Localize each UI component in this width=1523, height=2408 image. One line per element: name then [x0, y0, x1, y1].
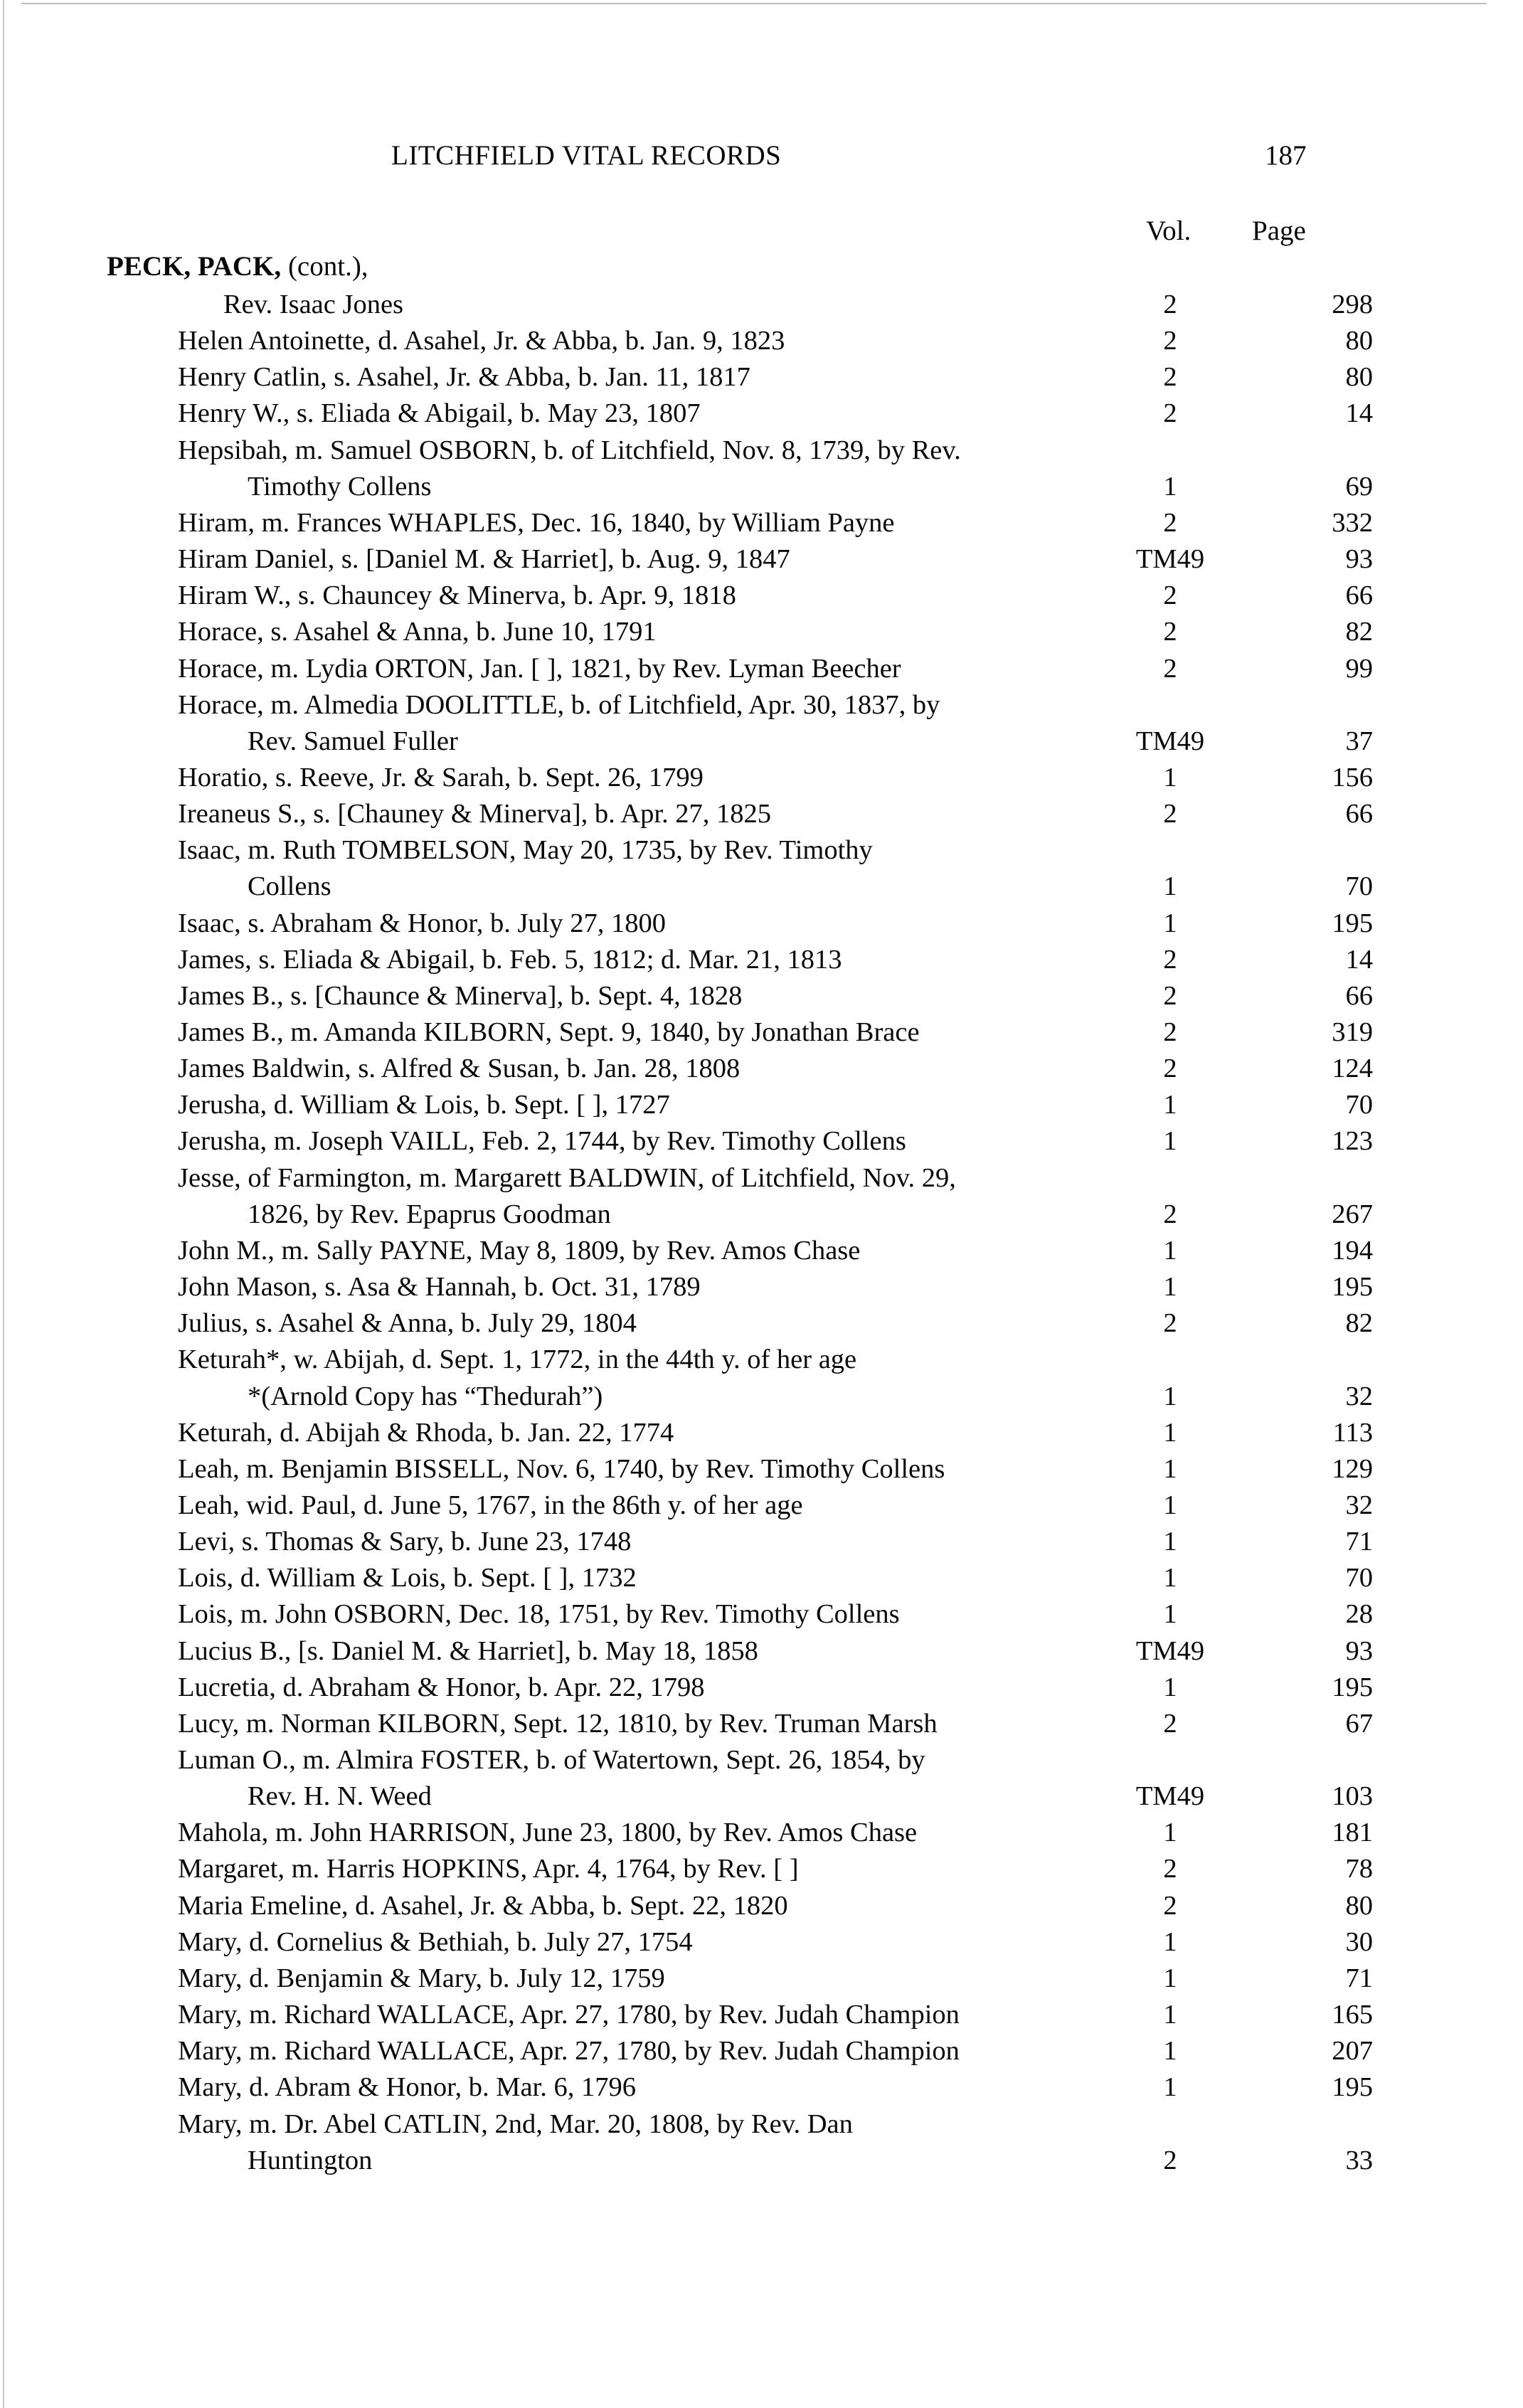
record-page: 93 — [1345, 1635, 1373, 1666]
record-text: Jesse, of Farmington, m. Margarett BALDWIN, of Litchfield, Nov. 29, — [178, 1162, 956, 1193]
record-text: Julius, s. Asahel & Anna, b. July 29, 1804 — [178, 1308, 637, 1339]
record-page: 28 — [1345, 1599, 1373, 1630]
record-vol: 1 — [1163, 871, 1177, 902]
record-text: Mary, m. Dr. Abel CATLIN, 2nd, Mar. 20, 1808, by Rev. Dan — [178, 2109, 853, 2139]
record-line — [0, 1524, 1523, 1560]
record-page: 267 — [1332, 1199, 1373, 1229]
record-line — [0, 323, 1523, 359]
record-text: Lois, m. John OSBORN, Dec. 18, 1751, by Rev. Timothy Collens — [178, 1599, 900, 1630]
record-vol: 2 — [1163, 580, 1177, 611]
record-line — [0, 1451, 1523, 1487]
record-vol: 1 — [1163, 1599, 1177, 1630]
record-vol: 2 — [1163, 944, 1177, 975]
record-vol: 1 — [1163, 762, 1177, 792]
record-page: 298 — [1332, 290, 1373, 319]
record-page: 70 — [1345, 871, 1373, 902]
record-line — [0, 796, 1523, 832]
record-line — [0, 1197, 1523, 1233]
column-header-page: Page — [1252, 216, 1306, 246]
record-vol: 1 — [1163, 1090, 1177, 1120]
record-text: Horace, m. Lydia ORTON, Jan. [ ], 1821, by Rev. Lyman Beecher — [178, 653, 901, 684]
record-page: 78 — [1345, 1854, 1373, 1884]
record-text: Levi, s. Thomas & Sary, b. June 23, 1748 — [178, 1527, 632, 1557]
record-text: Margaret, m. Harris HOPKINS, Apr. 4, 1764, by Rev. [ ] — [178, 1854, 799, 1884]
record-text: James B., m. Amanda KILBORN, Sept. 9, 1840, by Jonathan Brace — [178, 1017, 920, 1047]
record-page: 195 — [1332, 2072, 1373, 2103]
record-line — [0, 1961, 1523, 1997]
record-vol: 2 — [1163, 980, 1177, 1011]
record-vol: 1 — [1163, 1490, 1177, 1520]
record-page: 67 — [1345, 1708, 1373, 1739]
record-vol: 2 — [1163, 507, 1177, 538]
record-line — [0, 505, 1523, 541]
record-text: Lucius B., [s. Daniel M. & Harriet], b. May 18, 1858 — [178, 1635, 758, 1666]
record-line — [0, 1997, 1523, 2033]
record-page: 123 — [1332, 1126, 1373, 1157]
record-page: 37 — [1345, 726, 1373, 756]
record-line — [0, 978, 1523, 1014]
record-line — [0, 1269, 1523, 1305]
record-line — [0, 1305, 1523, 1342]
record-vol: 1 — [1163, 1818, 1177, 1848]
record-page: 66 — [1345, 980, 1373, 1011]
record-vol: 2 — [1163, 1017, 1177, 1047]
record-text: James, s. Eliada & Abigail, b. Feb. 5, 1812; d. Mar. 21, 1813 — [178, 944, 842, 975]
record-text: Lucy, m. Norman KILBORN, Sept. 12, 1810, by Rev. Truman Marsh — [178, 1708, 938, 1739]
record-page: 70 — [1345, 1563, 1373, 1593]
record-text: Mary, m. Richard WALLACE, Apr. 27, 1780, by Rev. Judah Champion — [178, 2000, 960, 2030]
record-text: Helen Antoinette, d. Asahel, Jr. & Abba, b. Jan. 9, 1823 — [178, 326, 785, 356]
record-line — [0, 2143, 1523, 2179]
record-vol: 1 — [1163, 1235, 1177, 1266]
record-line — [0, 942, 1523, 978]
record-vol: 1 — [1163, 1453, 1177, 1484]
record-line — [0, 1924, 1523, 1961]
record-text: Lucretia, d. Abraham & Honor, b. Apr. 22, 1798 — [178, 1672, 705, 1702]
record-text: Leah, m. Benjamin BISSELL, Nov. 6, 1740, by Rev. Timothy Collens — [178, 1453, 945, 1484]
surname-suffix: (cont.), — [287, 251, 368, 282]
record-page: 195 — [1332, 1272, 1373, 1303]
record-line — [0, 541, 1523, 578]
record-page: 14 — [1345, 398, 1373, 429]
record-text: Jerusha, d. William & Lois, b. Sept. [ ], 1727 — [178, 1090, 670, 1120]
record-text: Hiram Daniel, s. [Daniel M. & Harriet], b. Aug. 9, 1847 — [178, 544, 790, 575]
record-vol: TM49 — [1135, 544, 1205, 575]
record-page: 71 — [1345, 1963, 1373, 1993]
record-vol: 1 — [1163, 1126, 1177, 1157]
record-line — [0, 1560, 1523, 1596]
record-line — [0, 1851, 1523, 1887]
record-vol: 2 — [1163, 1708, 1177, 1739]
record-text: Rev. Isaac Jones — [223, 290, 404, 319]
record-line — [0, 1888, 1523, 1924]
record-line — [0, 396, 1523, 432]
record-line — [0, 578, 1523, 614]
record-page: 195 — [1332, 1672, 1373, 1702]
record-text: Luman O., m. Almira FOSTER, b. of Watertown, Sept. 26, 1854, by — [178, 1745, 925, 1775]
record-line — [0, 614, 1523, 650]
record-vol: 1 — [1163, 1963, 1177, 1993]
record-text: Mary, d. Cornelius & Bethiah, b. July 27, 1754 — [178, 1926, 693, 1957]
record-line — [0, 2069, 1523, 2106]
record-vol: 2 — [1163, 398, 1177, 429]
record-text: Hiram W., s. Chauncey & Minerva, b. Apr. 9, 1818 — [178, 580, 736, 611]
record-line — [0, 1014, 1523, 1051]
record-vol: TM49 — [1135, 1635, 1205, 1666]
record-line — [0, 1487, 1523, 1524]
record-text: Mary, d. Abram & Honor, b. Mar. 6, 1796 — [178, 2072, 636, 2103]
record-text: *(Arnold Copy has “Thedurah”) — [248, 1381, 603, 1411]
record-page: 33 — [1345, 2145, 1373, 2175]
record-line — [0, 1379, 1523, 1415]
record-vol: 2 — [1163, 2145, 1177, 2175]
record-line — [0, 1233, 1523, 1269]
record-text: Hepsibah, m. Samuel OSBORN, b. of Litchfield, Nov. 8, 1739, by Rev. — [178, 435, 961, 465]
record-page: 319 — [1332, 1017, 1373, 1047]
record-page: 103 — [1332, 1781, 1373, 1812]
record-line — [0, 1706, 1523, 1742]
record-text: Lois, d. William & Lois, b. Sept. [ ], 1732 — [178, 1563, 637, 1593]
record-vol: 2 — [1163, 799, 1177, 829]
record-text: Horace, s. Asahel & Anna, b. June 10, 1791 — [178, 617, 657, 647]
record-line — [0, 1160, 1523, 1197]
record-vol: 1 — [1163, 471, 1177, 502]
record-vol: 1 — [1163, 1926, 1177, 1957]
record-page: 194 — [1332, 1235, 1373, 1266]
record-vol: 2 — [1163, 1199, 1177, 1229]
record-line — [0, 1415, 1523, 1451]
record-page: 181 — [1332, 1818, 1373, 1848]
record-page: 129 — [1332, 1453, 1373, 1484]
record-line — [0, 1123, 1523, 1160]
record-page: 195 — [1332, 908, 1373, 938]
record-text: Rev. Samuel Fuller — [248, 726, 458, 756]
record-vol: TM49 — [1135, 726, 1205, 756]
record-line — [0, 1670, 1523, 1706]
record-page: 93 — [1345, 544, 1373, 575]
record-vol: 2 — [1163, 653, 1177, 684]
record-vol: 2 — [1163, 1890, 1177, 1921]
record-page: 71 — [1345, 1527, 1373, 1557]
record-line — [0, 2033, 1523, 2069]
record-text: Henry Catlin, s. Asahel, Jr. & Abba, b. Jan. 11, 1817 — [178, 362, 750, 393]
record-text: James Baldwin, s. Alfred & Susan, b. Jan. 28, 1808 — [178, 1054, 741, 1084]
record-vol: 1 — [1163, 1381, 1177, 1411]
record-vol: TM49 — [1135, 1781, 1205, 1812]
record-text: James B., s. [Chaunce & Minerva], b. Sept. 4, 1828 — [178, 980, 743, 1011]
record-text: John M., m. Sally PAYNE, May 8, 1809, by Rev. Amos Chase — [178, 1235, 861, 1266]
record-line — [0, 1778, 1523, 1815]
record-page: 30 — [1345, 1926, 1373, 1957]
page-title: LITCHFIELD VITAL RECORDS — [391, 140, 782, 171]
record-page: 80 — [1345, 326, 1373, 356]
record-page: 82 — [1345, 1308, 1373, 1339]
record-text: Hiram, m. Frances WHAPLES, Dec. 16, 1840, by William Payne — [178, 507, 895, 538]
record-page: 82 — [1345, 617, 1373, 647]
record-line — [0, 906, 1523, 942]
record-line — [0, 760, 1523, 796]
record-vol: 2 — [1163, 1054, 1177, 1084]
record-vol: 1 — [1163, 1417, 1177, 1448]
record-line — [0, 359, 1523, 396]
record-page: 69 — [1345, 471, 1373, 502]
record-page: 32 — [1345, 1490, 1373, 1520]
record-page: 70 — [1345, 1090, 1373, 1120]
record-page: 113 — [1332, 1417, 1373, 1448]
surname-name: PECK, PACK, — [107, 251, 282, 282]
record-page: 66 — [1345, 799, 1373, 829]
record-line — [0, 2106, 1523, 2143]
record-line — [0, 1742, 1523, 1778]
record-line — [0, 433, 1523, 469]
record-text: Keturah*, w. Abijah, d. Sept. 1, 1772, in the 44th y. of her age — [178, 1344, 857, 1375]
record-vol: 2 — [1163, 326, 1177, 356]
record-line — [0, 687, 1523, 723]
record-vol: 2 — [1163, 1854, 1177, 1884]
record-text: Collens — [248, 871, 331, 902]
record-text: 1826, by Rev. Epaprus Goodman — [248, 1199, 611, 1229]
record-page: 66 — [1345, 580, 1373, 611]
record-line — [0, 287, 1523, 323]
record-text: Isaac, m. Ruth TOMBELSON, May 20, 1735, by Rev. Timothy — [178, 835, 873, 866]
record-line — [0, 1633, 1523, 1670]
record-vol: 1 — [1163, 908, 1177, 938]
record-text: Timothy Collens — [248, 471, 432, 502]
record-text: John Mason, s. Asa & Hannah, b. Oct. 31, 1789 — [178, 1272, 701, 1303]
record-line — [0, 1087, 1523, 1123]
record-text: Keturah, d. Abijah & Rhoda, b. Jan. 22, 1774 — [178, 1417, 674, 1448]
record-vol: 2 — [1163, 290, 1177, 319]
record-text: Huntington — [248, 2145, 373, 2175]
record-line — [0, 1596, 1523, 1633]
record-line — [0, 1051, 1523, 1087]
record-line — [0, 832, 1523, 869]
record-vol: 1 — [1163, 1272, 1177, 1303]
record-page: 207 — [1332, 2036, 1373, 2067]
record-text: Rev. H. N. Weed — [248, 1781, 432, 1812]
record-line — [0, 1815, 1523, 1851]
record-text: Horace, m. Almedia DOOLITTLE, b. of Litchfield, Apr. 30, 1837, by — [178, 689, 940, 720]
record-page: 80 — [1345, 1890, 1373, 1921]
record-text: Mahola, m. John HARRISON, June 23, 1800, by Rev. Amos Chase — [178, 1818, 918, 1848]
record-vol: 2 — [1163, 617, 1177, 647]
record-vol: 2 — [1163, 362, 1177, 393]
record-text: Ireaneus S., s. [Chauney & Minerva], b. Apr. 27, 1825 — [178, 799, 772, 829]
column-header-vol: Vol. — [1146, 216, 1192, 246]
record-line — [0, 869, 1523, 905]
surname-heading — [107, 250, 368, 282]
record-text: Mary, m. Richard WALLACE, Apr. 27, 1780, by Rev. Judah Champion — [178, 2036, 960, 2067]
record-vol: 1 — [1163, 1672, 1177, 1702]
record-vol: 1 — [1163, 1563, 1177, 1593]
record-text: Horatio, s. Reeve, Jr. & Sarah, b. Sept. 26, 1799 — [178, 762, 704, 792]
record-text: Jerusha, m. Joseph VAILL, Feb. 2, 1744, by Rev. Timothy Collens — [178, 1126, 906, 1157]
record-vol: 1 — [1163, 2072, 1177, 2103]
record-line — [0, 651, 1523, 687]
record-page: 32 — [1345, 1381, 1373, 1411]
record-text: Isaac, s. Abraham & Honor, b. July 27, 1800 — [178, 908, 667, 938]
record-text: Mary, d. Benjamin & Mary, b. July 12, 1759 — [178, 1963, 665, 1993]
record-vol: 1 — [1163, 2000, 1177, 2030]
record-page: 156 — [1332, 762, 1373, 792]
record-page: 80 — [1345, 362, 1373, 393]
record-vol: 2 — [1163, 1308, 1177, 1339]
record-vol: 1 — [1163, 2036, 1177, 2067]
record-line — [0, 1342, 1523, 1378]
record-page: 124 — [1332, 1054, 1373, 1084]
record-line — [0, 469, 1523, 505]
record-text: Leah, wid. Paul, d. June 5, 1767, in the 86th y. of her age — [178, 1490, 803, 1520]
page-top-rule — [21, 3, 1487, 4]
record-page: 165 — [1332, 2000, 1373, 2030]
record-vol: 1 — [1163, 1527, 1177, 1557]
record-page: 332 — [1332, 507, 1373, 538]
record-text: Henry W., s. Eliada & Abigail, b. May 23, 1807 — [178, 398, 701, 429]
record-page: 99 — [1345, 653, 1373, 684]
record-text: Maria Emeline, d. Asahel, Jr. & Abba, b. Sept. 22, 1820 — [178, 1890, 788, 1921]
record-line — [0, 723, 1523, 760]
record-page: 14 — [1345, 944, 1373, 975]
page-number: 187 — [1265, 140, 1307, 171]
